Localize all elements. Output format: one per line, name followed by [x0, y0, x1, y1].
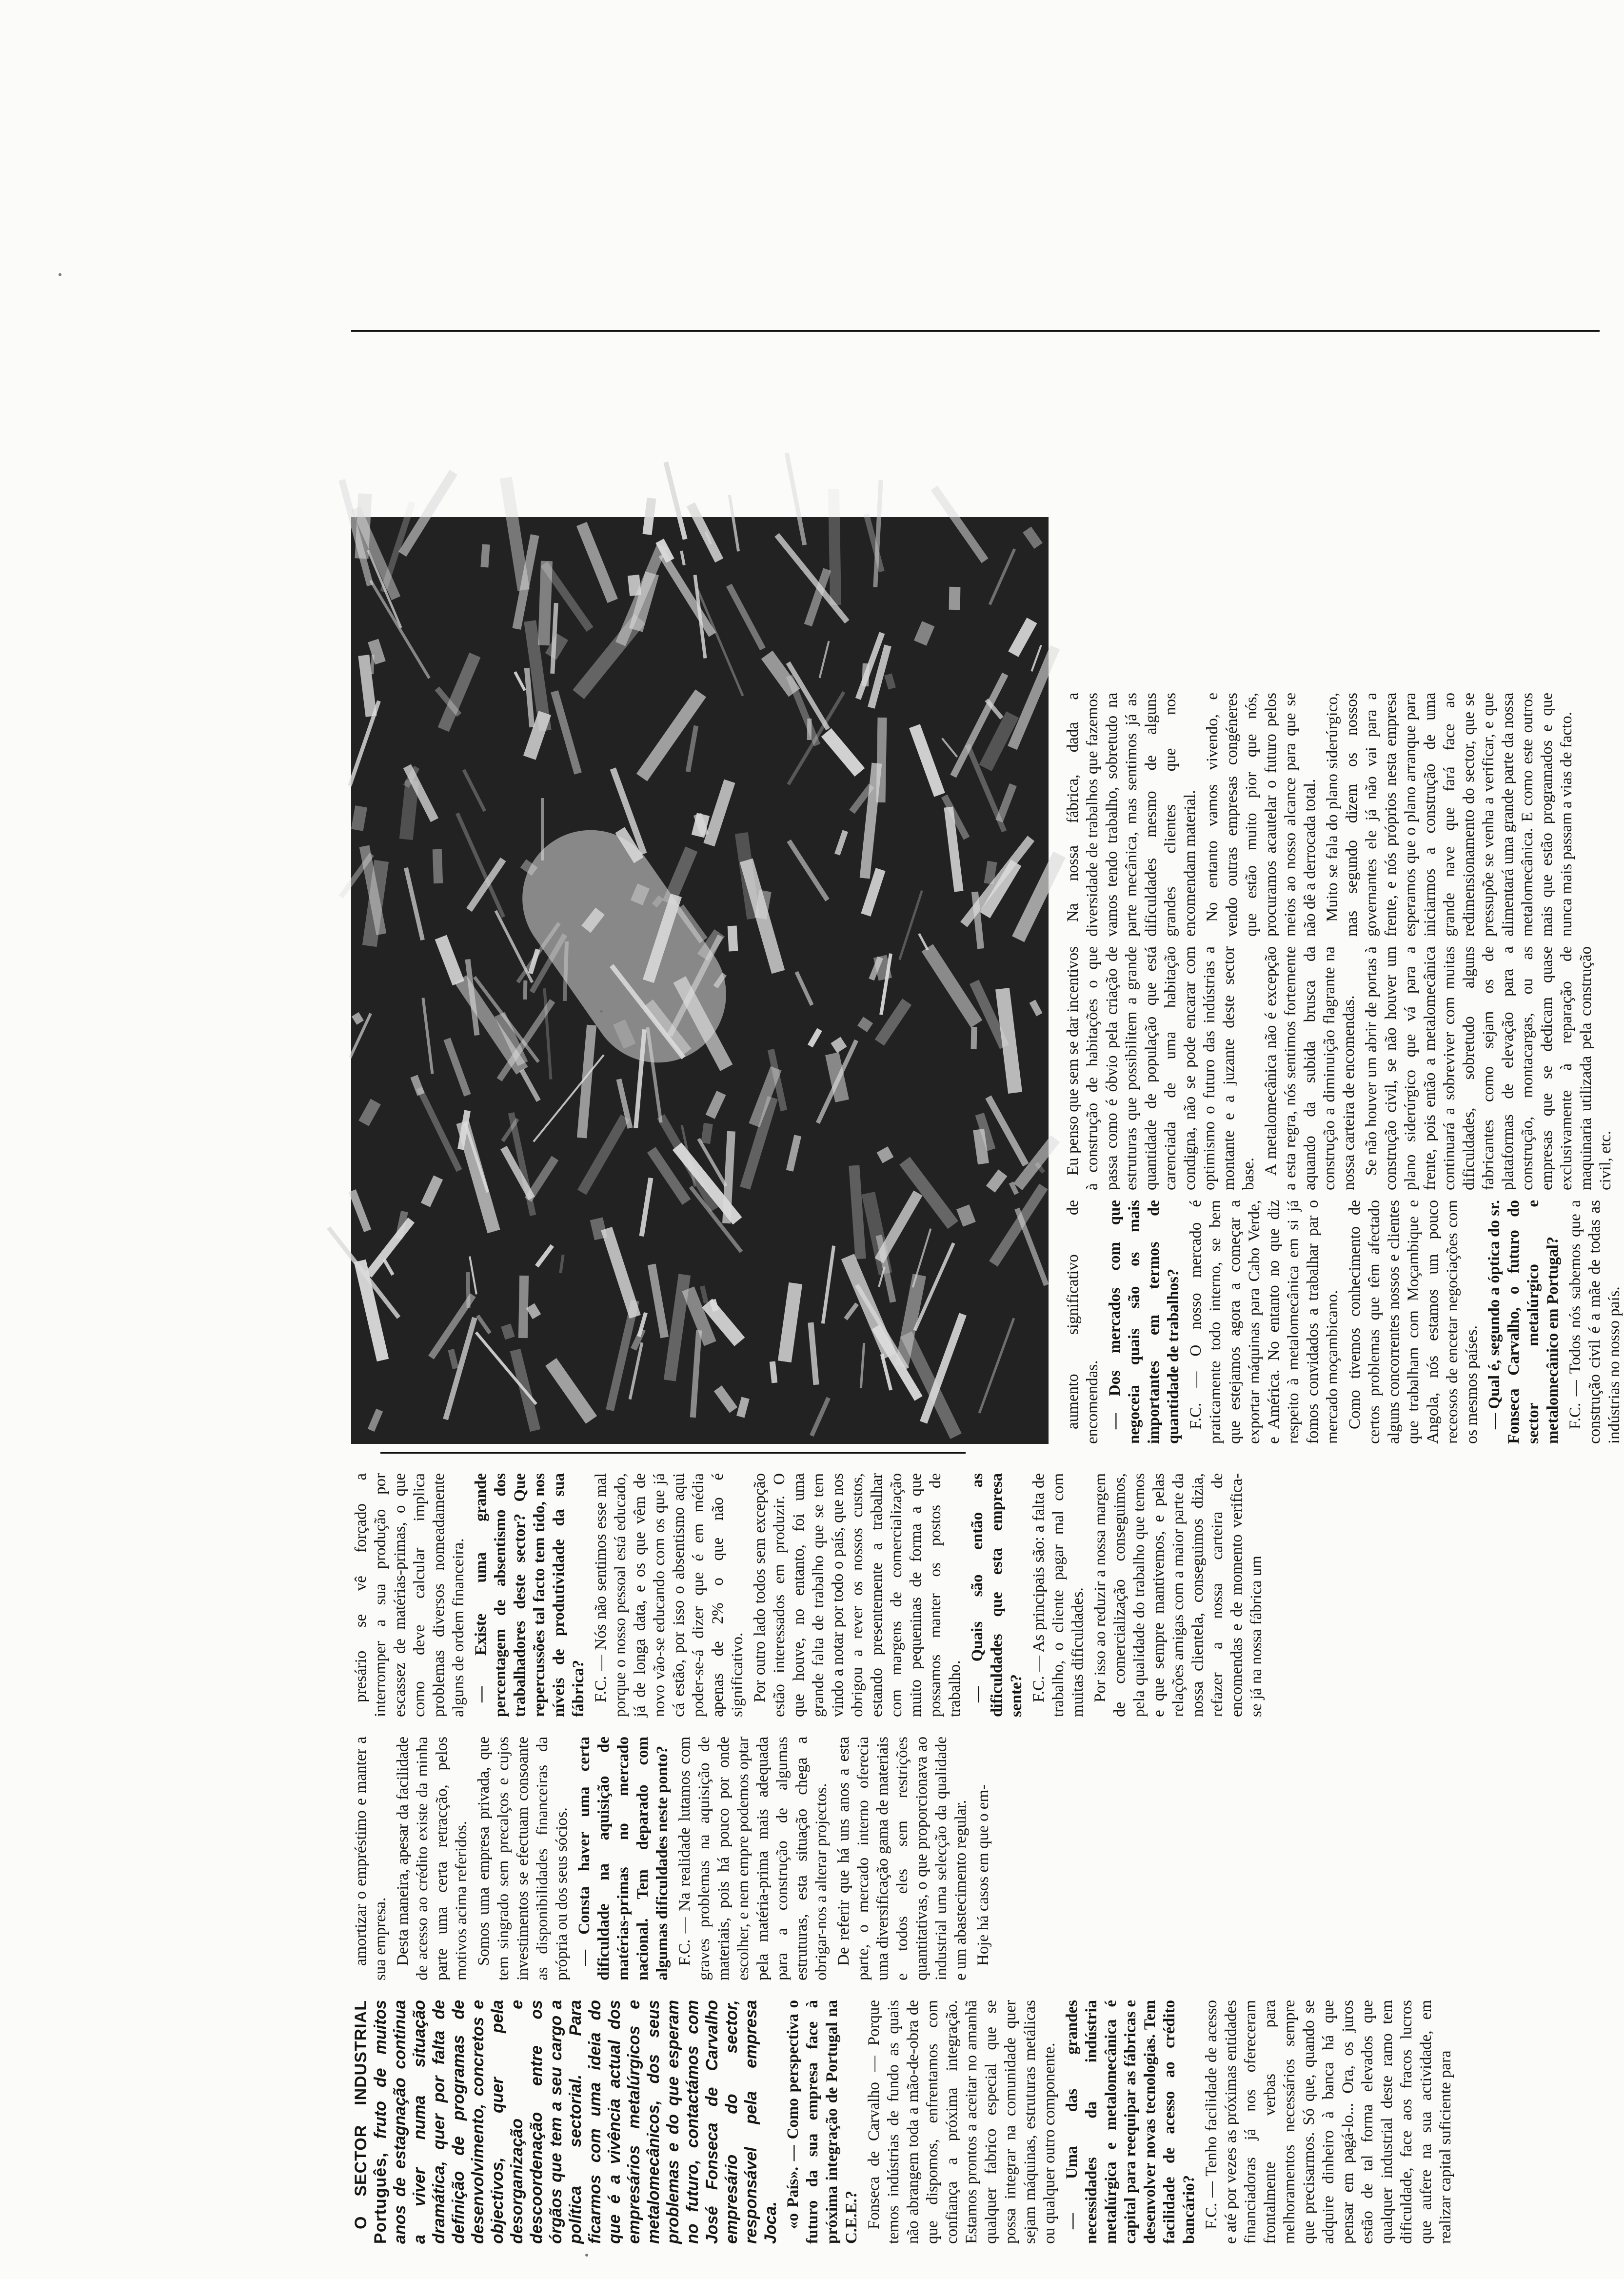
- photo-highlight: [421, 998, 434, 1074]
- photo-highlight: [728, 925, 738, 951]
- photo-highlight: [466, 857, 506, 912]
- photo-highlight: [705, 1091, 726, 1119]
- photo-highlight: [535, 1244, 554, 1267]
- photo-highlight: [736, 1397, 750, 1418]
- photo-highlight: [519, 1069, 541, 1102]
- photo-highlight: [808, 1028, 822, 1047]
- interview-paragraph: Se não houver um abrir de portas à construção civil, se não houver um plano siderúrgico que vá para a frente, pois então a metalomecânica continuará a sobreviver com muitas dificuldades, sobretudo alguns fabricantes como sejam os de plataformas de elevação para a construção, montacargas, ou as empresas que se dedicam quase exclusivamente à reparação de maquinaria utilizada pela construção civil, etc.: [1363, 946, 1614, 1190]
- interview-paragraph: Como tivemos conhecimento de certos problemas que têm afectado alguns concorrentes nossos e clientes que trabalham com Moçambique e Angola, nós estamos um pouco receosos de encetar negociações com os mesmos países.: [1346, 1200, 1481, 1444]
- photo-highlight: [860, 762, 882, 879]
- photo-highlight: [525, 1156, 559, 1202]
- interview-paragraph: F.C. — As principais são: a falta de trabalho, o cliente pagar mal com muitas dificuldades.: [1030, 1473, 1087, 1717]
- photo-highlight: [828, 489, 842, 605]
- photo-highlight: [404, 867, 425, 940]
- photo-highlight: [1023, 527, 1042, 549]
- photo-highlight: [909, 724, 945, 797]
- photo-highlight: [690, 1330, 702, 1418]
- photo-highlight: [368, 639, 386, 665]
- article-lead: [351, 2000, 780, 2244]
- article-column-4: [1063, 1200, 1623, 1444]
- photo-highlight: [551, 690, 581, 775]
- interview-paragraph: Por outro lado todos sem excepção estão interessados em produzir. O que houve, no entanto, foi uma grande falta de trabalho que se tem vindo a notar por todo o país, que nos obrigou a rever os nossos custos, estando presentemente a trabalhar com margens de comercialização muito pequeninas de forma a que possamos manter os postos de trabalho.: [751, 1473, 964, 1717]
- factory-photo: [351, 517, 1049, 1444]
- photo-highlight: [914, 621, 934, 646]
- photo-highlight: [995, 783, 1016, 822]
- photo-highlight: [956, 1205, 976, 1227]
- photo-highlight: [351, 805, 367, 831]
- photo-highlight: [686, 725, 699, 772]
- photo-highlight: [368, 1408, 383, 1432]
- photo-highlight: [559, 1254, 564, 1273]
- photo-highlight: [352, 1012, 364, 1025]
- photo-highlight: [348, 700, 381, 787]
- photo-highlight: [949, 587, 961, 610]
- photo-highlight: [1009, 618, 1037, 657]
- interview-paragraph: Na nossa fábrica, dada a diversidade de trabalhos que fazemos vamos tendo trabalho, sobretudo na parte mecânica, mas sentimos já as dificuldades mesmo de alguns grandes clientes que nos encomendam material.: [1064, 693, 1199, 937]
- photo-highlight: [770, 1361, 777, 1383]
- photo-highlight: [931, 486, 988, 563]
- scan-speck: [59, 273, 61, 276]
- photo-highlight: [349, 1189, 372, 1232]
- interview-paragraph: Somos uma empresa privada, que tem singrado sem precalços e cujos investimentos se efectuam consoante as disponibilidades financeiras da própria ou dos seus sócios.: [475, 1737, 571, 1980]
- article-column-3: [351, 1473, 1600, 1717]
- interview-paragraph: Eu penso que sem se dar incentivos à construção de habitações o que passa como é óbvio pela criação de estruturas que possibilitem a grande quantidade de população que está carenciada de uma habitação condigna, não se pode encarar com optimismo o futuro das indústrias a montante e a juzante deste sector base.: [1064, 946, 1257, 1190]
- interview-paragraph: F.C. — Nós não sentimos esse mal porque o nosso pessoal está educado, já de longa data, e os que vêm de novo vão-se educando com os que já cá estão, por isso o absentismo aqui poder-se-á dizer que é em média apenas de 2% o que não é significativo.: [592, 1473, 746, 1717]
- photo-highlight: [577, 522, 618, 603]
- photo-highlight: [416, 1087, 462, 1172]
- interview-paragraph: aumento significativo de encomendas.: [1064, 1200, 1101, 1444]
- interview-paragraph: presário se vê forçado a interromper a sua produção por escassez de matérias-primas, o que como deve calcular implica problemas diversos nomeadamente alguns de ordem financeira.: [352, 1473, 467, 1717]
- photo-highlight: [819, 641, 830, 678]
- photo-highlight: [629, 1342, 644, 1400]
- photo-highlight: [714, 1385, 737, 1413]
- photo-highlight: [538, 560, 553, 645]
- article-column-1: [351, 2000, 1600, 2244]
- interview-paragraph: F.C. — Tenho facilidade de acesso e até por vezes as próximas entidades financiadoras já nos ofereceram frontalmente verbas para melhoramentos necessários sempre que precisarmos. Só que, quando se adquire dinheiro à banca há que pensar em pagá-lo... Ora, os juros estão de tal forma elevados que qualquer industrial deste ramo tem dificuldade, face aos fracos lucros que aufere na sua actividade, em realizar capital suficiente para: [1203, 2000, 1454, 2244]
- photo-highlight: [421, 1176, 443, 1207]
- photo-highlight: [399, 780, 419, 840]
- article-column-5: [1063, 946, 1614, 1190]
- interview-question: — Dos mercados com que negoceia quais são os mais importantes em termos de quantidade de trabalhos?: [1106, 1200, 1182, 1444]
- photo-highlight: [989, 548, 1016, 605]
- photo-highlight: [371, 655, 375, 674]
- article-column-7: [1063, 439, 1600, 683]
- photo-highlight: [448, 1349, 458, 1370]
- photo-highlight: [985, 1096, 1029, 1166]
- interview-paragraph: amortizar o empréstimo e manter a sua empresa.: [352, 1737, 389, 1980]
- photo-highlight: [821, 728, 865, 777]
- lead-text: fruto de muitos anos de estagnação continua a viver numa situação dramática, quer por falta de definição de programas de desenvolvimento, concretos e objectivos, quer pela desorganização e descoordenação entre os órgãos que tem a seu cargo a política sectorial. Para ficarmos com uma ideia do que é a vivência actual dos empresários metalúrgicos e metalomecânicos, dos seus problemas e do que esperam no futuro, contactámos com José Fonseca de Carvalho empresário do sector, responsável pela empresa Joca.: [371, 2000, 780, 2244]
- photo-highlight: [726, 584, 766, 650]
- article-page: [351, 293, 1623, 2244]
- photo-highlight: [628, 575, 641, 597]
- photo-highlight: [526, 1303, 541, 1319]
- interview-paragraph: Muito se fala do plano siderúrgico, mas segundo dizem os nossos governantes ele já não vai para a frente, e nós próprios nesta empresa esperamos que o plano arranque para iniciarmos a construção de uma grande nave que fará face ao redimensionamento do sector, que se pressupõe se venha a verificar, e que alimentará uma grande parte da nossa metalomecânica. E como este outros mais que estão programados e que nunca mais passam a vias de facto.: [1324, 693, 1575, 937]
- photo-highlight: [831, 1037, 847, 1053]
- interview-paragraph: F.C. — Todos nós sabemos que a construção civil é a mãe de todas as indústrias no nosso país.: [1566, 1200, 1623, 1444]
- photo-highlight: [704, 779, 735, 846]
- interview-question: — Uma das grandes necessidades da indústria metalúrgica e metalomecânica é capital para reequipar as fábricas e desenvolver novas tecnologias. Tem facilidade de acesso ao crédito bancário?: [1063, 2000, 1198, 2244]
- photo-highlight: [501, 1323, 515, 1339]
- lead-headline: O SECTOR INDUSTRIAL Português,: [352, 2000, 390, 2244]
- interview-paragraph: Fonseca de Carvalho — Porque temos indústrias de fundo as quais não abrangem toda a mão-de-obra de que dispomos, enfrentamos com confiança a próxima integração. Estamos prontos a aceitar no amanhã qualquer fabrico especial que se possa integrar na comunidade quer sejam máquinas, estruturas metálicas ou qualquer outro componente.: [865, 2000, 1058, 2244]
- article-column-2: [351, 1737, 1600, 1980]
- photo-highlight: [786, 1135, 801, 1172]
- photo-highlight: [647, 1264, 668, 1338]
- photo-highlight: [518, 1276, 529, 1338]
- photo-highlight: [700, 1286, 709, 1304]
- photo-highlight: [433, 849, 443, 883]
- photo-highlight: [659, 553, 716, 637]
- photo-highlight: [857, 1017, 873, 1032]
- photo-highlight: [844, 1302, 859, 1320]
- photo-highlight: [664, 462, 688, 540]
- interview-paragraph: Desta maneira, apesar da facilidade de acesso ao crédito existe da minha parte uma certa retracção, pelos motivos acima referidos.: [394, 1737, 470, 1980]
- photo-highlight: [456, 1120, 500, 1233]
- photo-highlight: [849, 1165, 866, 1259]
- photo-highlight: [533, 1055, 604, 1143]
- photo-highlight: [978, 1318, 1014, 1414]
- photo-highlight: [778, 1282, 803, 1362]
- page-edge-rule: [351, 330, 1600, 332]
- scan-speck: [600, 1010, 603, 1013]
- photo-highlight: [475, 1332, 537, 1405]
- interview-paragraph: A metalomecânica não é excepção a esta regra, nós sentimos fortemente aquando da subida brusca da construção a diminuição flagrante na nossa carteira de encomendas.: [1262, 946, 1358, 1190]
- photo-highlight: [1008, 645, 1060, 750]
- interview-question: — Existe uma grande percentagem de absentismo dos trabalhadores deste sector? Que repercussões tal facto tem tido, nos níveis de produtividade da sua fábrica?: [472, 1473, 587, 1717]
- interview-paragraph: No entanto vamos vivendo, e vendo outras empresas congéneres que estão muito pior que nós, procuramos acautelar o futuro pelos meios ao nosso alcance para que se não dê a derrocada total.: [1204, 693, 1319, 937]
- photo-highlight: [664, 1274, 691, 1381]
- photo-highlight: [577, 1025, 596, 1138]
- article-column-6: [1063, 693, 1600, 937]
- column-divider: [380, 1452, 966, 1454]
- photo-highlight: [834, 830, 848, 856]
- photo-highlight: [784, 453, 807, 546]
- photo-highlight: [807, 719, 812, 740]
- photo-highlight: [877, 1146, 894, 1163]
- photo-highlight: [810, 1397, 831, 1437]
- photo-highlight: [435, 935, 464, 985]
- photo-highlight: [884, 673, 896, 690]
- photo-highlight: [476, 1315, 492, 1334]
- photo-highlight: [859, 1343, 865, 1388]
- photo-highlight: [728, 495, 740, 552]
- interview-paragraph: F.C. — Na realidade lutamos com graves problemas na aquisição de materiais, pois há pouco por onde escolher, e nem empre podemos optar pela matéria-prima mais adequada para a construção de algumas estruturas, esta situação chega a obrigar-nos a alterar projectos.: [676, 1737, 830, 1980]
- photo-highlight: [680, 551, 685, 566]
- photo-highlight: [466, 1272, 471, 1307]
- photo-highlight: [545, 1358, 597, 1424]
- photo-highlight: [795, 971, 814, 1006]
- photo-highlight: [1029, 1000, 1042, 1016]
- photo-highlight: [639, 1178, 654, 1237]
- photo-highlight: [701, 1123, 713, 1144]
- interview-question: — Quais são então as dificuldades que esta empresa sente?: [969, 1473, 1025, 1717]
- photo-highlight: [787, 840, 829, 901]
- photo-highlight: [480, 544, 490, 568]
- interview-paragraph: Por isso ao reduzir a nossa margem de comercialização conseguimos, pela qualidade do trabalho que temos e que sempre mantivemos, e pelas relações amigas com a maior parte da nossa clientela, conseguimos dizia, refazer a nossa carteira de encomendas e de momento verifica-se já na nossa fábrica um: [1091, 1473, 1265, 1717]
- photo-highlight: [970, 1027, 977, 1050]
- photo-highlight: [898, 890, 923, 960]
- photo-highlight: [462, 769, 486, 812]
- photo-highlight: [383, 1259, 395, 1276]
- photo-highlight: [455, 976, 528, 1075]
- photo-highlight: [601, 1227, 641, 1319]
- photo-highlight: [862, 1192, 892, 1275]
- interview-paragraph: F.C. — O nosso mercado é praticamente todo interno, se bem que estejamos agora a começar a exportar máquinas para Cabo Verde, e América. No entanto no que diz respeito à metalomecânica em si já fomos convidados a trabalhar par o mercado moçambicano.: [1187, 1200, 1341, 1444]
- interview-paragraph: Hoje há casos em que o em-: [974, 1784, 992, 1966]
- photo-highlight: [523, 980, 528, 1000]
- interview-question: — Consta haver uma certa dificuldade na aquisição de matérias-primas no mercado nacional. Tem deparado com algumas dificuldades neste ponto?: [575, 1737, 671, 1980]
- photo-highlight: [808, 1322, 819, 1385]
- photo-highlight: [941, 737, 958, 757]
- photo-highlight: [1030, 645, 1042, 672]
- photo-highlight: [986, 1170, 1007, 1193]
- photo-highlight: [358, 1099, 380, 1126]
- photo-highlight: [687, 502, 723, 563]
- photo-highlight: [990, 1183, 1048, 1266]
- interview-question: — Qual é, segundo a óptica do sr. Fonseca Carvalho, o futuro do sector metalúrgico e metalomecânico em Portugal?: [1485, 1200, 1562, 1444]
- photo-highlight: [443, 1038, 471, 1097]
- photo-highlight: [821, 1245, 835, 1324]
- scan-speck: [585, 2254, 588, 2257]
- interview-paragraph: De referir que há uns anos a esta parte, o mercado interno oferecia uma diversificação gama de materiais e todos eles sem restrições quantitativas, o que proporcionava ao industrial uma selecção da qualidade e um abastecimento regular.: [835, 1737, 970, 1980]
- interview-question: «o País». — Como perspectiva o futuro da sua empresa face à próxima integração de Portugal na C.E.E.?: [784, 2000, 860, 2244]
- photo-highlight: [643, 498, 656, 535]
